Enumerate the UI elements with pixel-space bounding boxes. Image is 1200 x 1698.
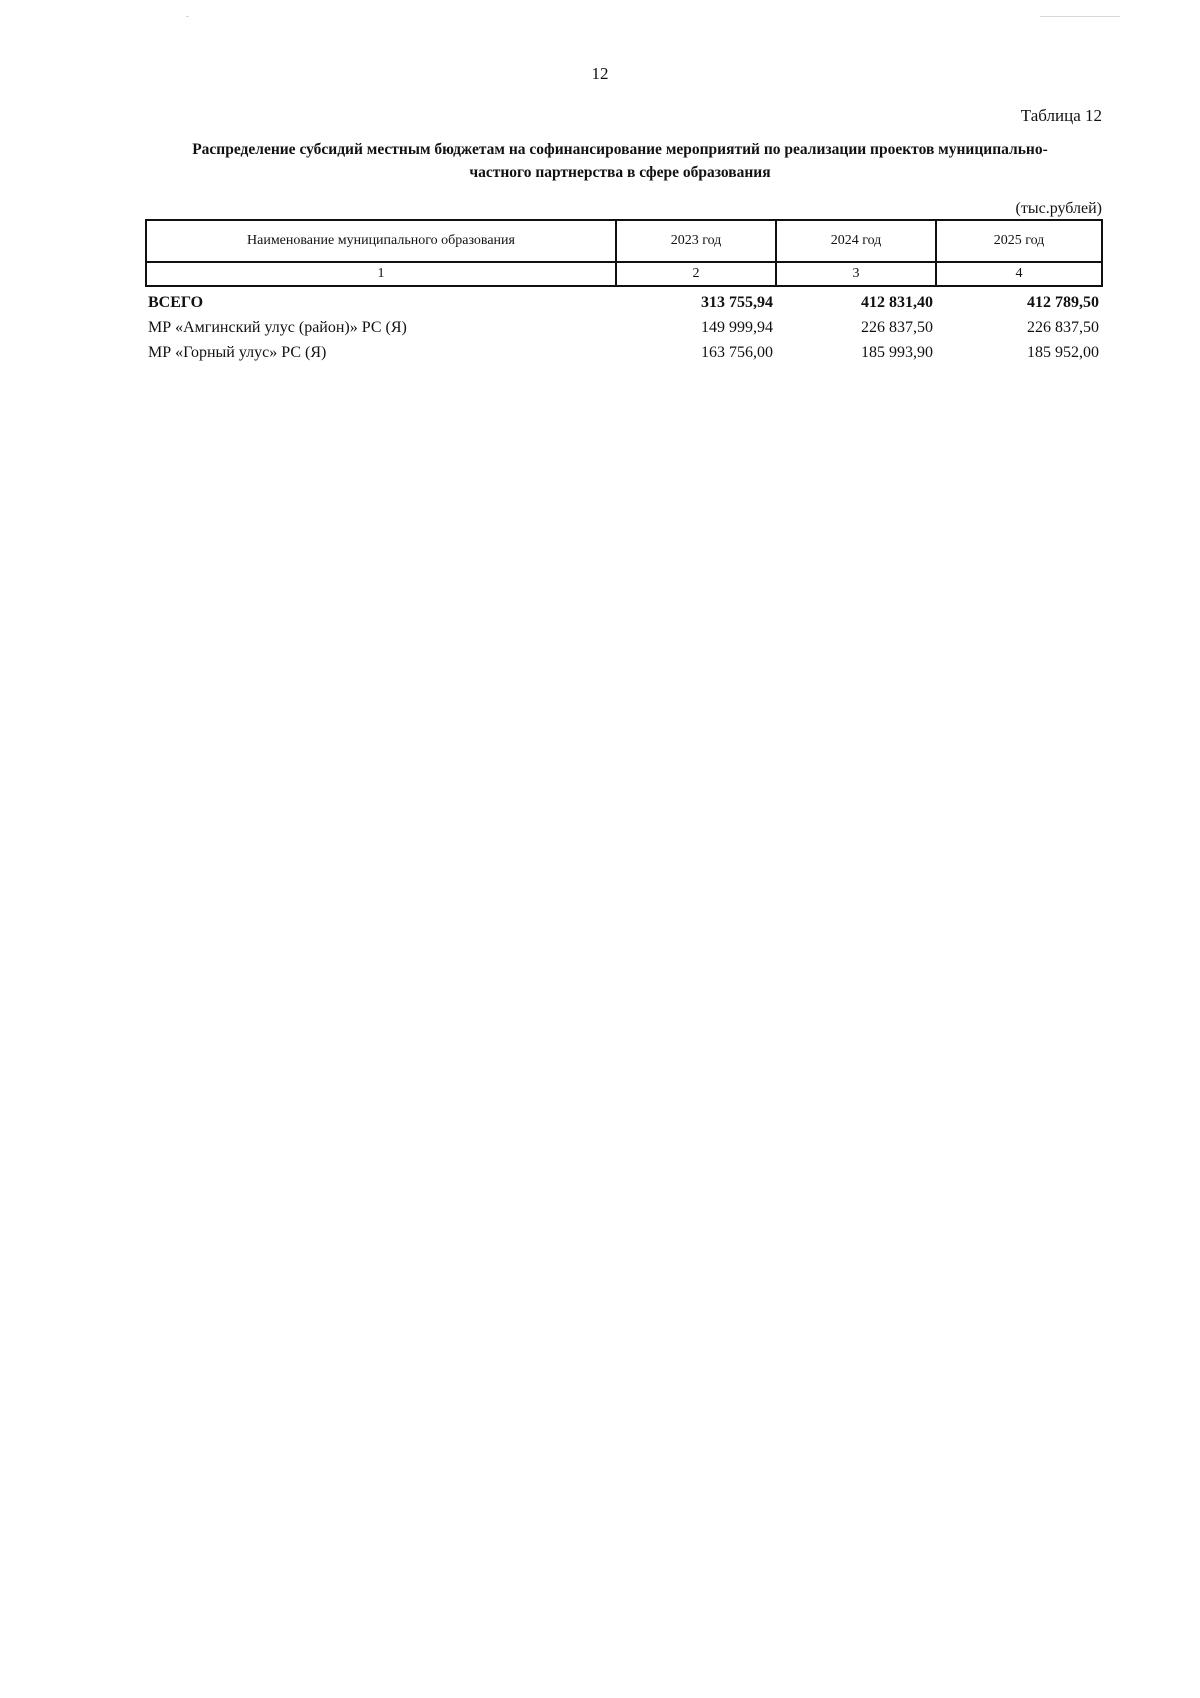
- value-2023: 163 756,00: [701, 344, 773, 361]
- value-2023: 149 999,94: [701, 319, 773, 336]
- subsidy-table: [145, 219, 1103, 362]
- table-row: [146, 312, 1102, 337]
- value-2024: 226 837,50: [861, 319, 933, 336]
- document-title-line-1: Распределение субсидий местным бюджетам на софинансирование мероприятий по реализации проектов муниципально-: [192, 141, 1048, 158]
- value-2024: 412 831,40: [861, 294, 933, 311]
- row-name: ВСЕГО: [148, 294, 204, 311]
- header-municipality: Наименование муниципального образования: [146, 220, 616, 262]
- table-row-total: [146, 286, 1102, 312]
- column-number-row: [146, 262, 1102, 286]
- scan-artifact-right: [1040, 16, 1120, 17]
- row-name: МР «Амгинский улус (район)» РС (Я): [148, 319, 407, 336]
- value-2025: 412 789,50: [1027, 294, 1099, 311]
- table-label: Таблица 12: [1020, 106, 1102, 125]
- table-header-row: [146, 220, 1102, 262]
- column-number: 4: [936, 262, 1102, 286]
- value-2025: 226 837,50: [1027, 319, 1099, 336]
- value-2024: 185 993,90: [861, 344, 933, 361]
- column-number: 3: [776, 262, 936, 286]
- document-title-line-2: частного партнерства в сфере образования: [469, 164, 771, 181]
- header-2023: 2023 год: [616, 220, 776, 262]
- header-2024: 2024 год: [776, 220, 936, 262]
- page-number: 12: [591, 64, 609, 83]
- document-title: [140, 138, 1100, 184]
- header-2025: 2025 год: [936, 220, 1102, 262]
- units-label: (тыс.рублей): [1015, 200, 1102, 217]
- value-2025: 185 952,00: [1027, 344, 1099, 361]
- column-number: 1: [146, 262, 616, 286]
- value-2023: 313 755,94: [701, 294, 773, 311]
- row-name: МР «Горный улус» РС (Я): [148, 344, 327, 361]
- scan-artifact-left: [186, 16, 189, 17]
- table-row: [146, 337, 1102, 362]
- column-number: 2: [616, 262, 776, 286]
